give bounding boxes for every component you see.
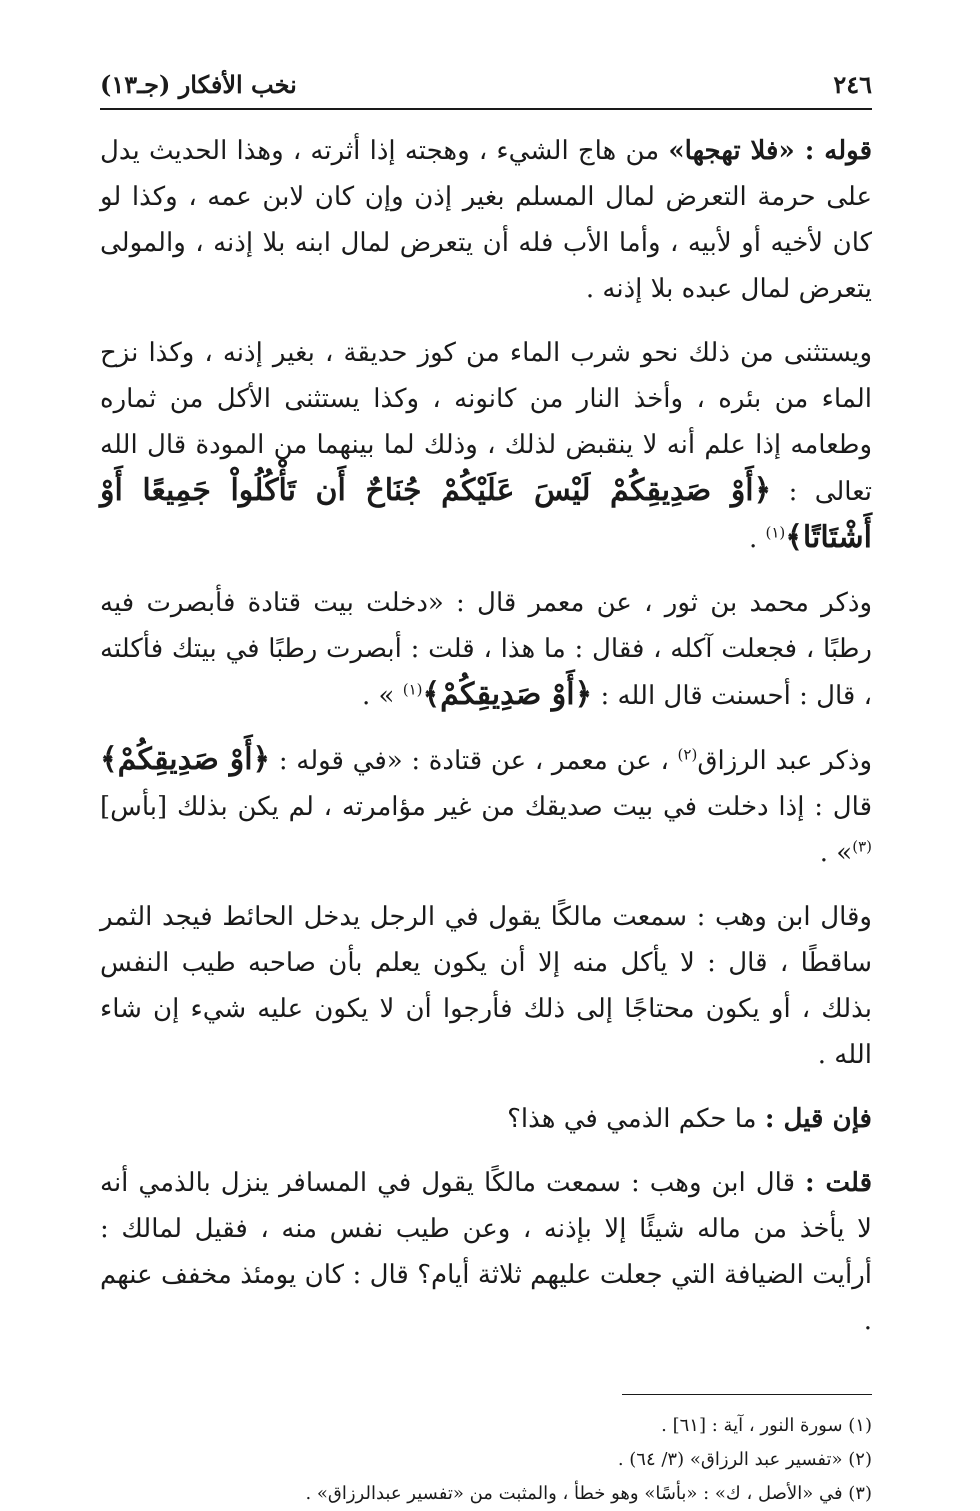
- paragraph-6: [100, 1096, 872, 1142]
- paragraph-2: [100, 330, 872, 562]
- book-title: نخب الأفكار (جـ١٣): [100, 69, 297, 99]
- paragraph-3: [100, 580, 872, 719]
- paragraph-lead: فإن قيل :: [764, 1104, 872, 1134]
- page-header: [100, 60, 872, 108]
- quran-verse: ﴿أَوْ صَدِيقِكُمْ﴾: [100, 742, 271, 777]
- paragraph-5: [100, 894, 872, 1078]
- paragraph-text: من هاج الشيء ، وهجته إذا أثرته ، وهذا الحديث يدل على حرمة التعرض لمال المسلم بغير إذن وإن كان لابن عمه ، وكذا لو كان لأخيه أو لأبيه ، وأما الأب فله أن يتعرض لمال ابنه بلا إذنه ، والمولى يتعرض لمال عبده بلا إذنه .: [100, 136, 872, 304]
- paragraph-tail: » .: [362, 681, 395, 711]
- footnote-ref: (١): [765, 523, 786, 542]
- footnote-ref: (٣): [852, 837, 872, 856]
- footnote-2: (٢) «تفسير عبد الرزاق» (٣/ ٦٤) .: [617, 1449, 872, 1470]
- paragraph-lead: قوله : «فلا تهجها»: [668, 136, 873, 166]
- paragraph-text: قال ابن وهب : سمعت مالكًا يقول في المسافر ينزل بالذمي أنه لا يأخذ من ماله شيئًا إلا بإذنه ، وعن طيب نفس منه ، فقيل لمالك : أرأيت الضيافة التي جعلت عليهم ثلاثة أيام؟ قال : كان يومئذ مخفف عنهم .: [100, 1168, 872, 1336]
- footnote-ref: (٢): [677, 745, 698, 764]
- paragraph-1: [100, 128, 872, 312]
- footnote-1: (١) سورة النور ، آية : [٦١] .: [661, 1415, 872, 1436]
- paragraph-text-3: قال : إذا دخلت في بيت صديقك من غير مؤامرته ، لم يكن بذلك [بأس]: [100, 792, 872, 822]
- paragraph-text: ويستثنى من ذلك نحو شرب الماء من كوز حديقة ، بغير إذنه ، وكذا نزح الماء من بئره ، وأخذ النار من كانونه ، وكذا يستثنى الأكل من ثماره وطعامه إذا علم أنه لا ينقبض لذلك ، وذلك لما بينهما من المودة قال الله تعالى :: [100, 338, 872, 507]
- paragraph-text: وذكر محمد بن ثور ، عن معمر قال : «دخلت بيت قتادة فأبصرت فيه رطبًا ، فجعلت آكله ، فقال : ما هذا ، قلت : أبصرت رطبًا في بيتك فأكلته ، قال : أحسنت قال الله :: [100, 588, 872, 711]
- paragraph-text: وقال ابن وهب : سمعت مالكًا يقول في الرجل يدخل الحائط فيجد الثمر ساقطًا ، قال : لا يأكل منه إلا أن يكون يعلم بأن صاحبه طيب النفس بذلك ، أو يكون محتاجًا إلى ذلك فأرجوا أن لا يكون عليه شيء إن شاء الله .: [100, 902, 872, 1070]
- paragraph-text: وذكر عبد الرزاق: [697, 746, 873, 776]
- paragraph-4: [100, 737, 872, 876]
- page-number: ٢٤٦: [833, 69, 872, 99]
- paragraph-tail: » .: [819, 838, 853, 868]
- paragraph-text: ما حكم الذمي في هذا؟: [507, 1104, 757, 1134]
- quran-verse: ﴿أَوْ صَدِيقِكُمْ لَيْسَ عَلَيْكُمْ جُنَاحٌ أَن تَأْكُلُواْ جَمِيعًا أَوْ أَشْتَاتًا﴾: [100, 473, 872, 555]
- quran-verse: ﴿أَوْ صَدِيقِكُمْ﴾: [422, 677, 593, 712]
- footnote-3: (٣) في «الأصل ، ك» : «بأسًا» وهو خطأ ، والمثبت من «تفسير عبدالرزاق» .: [305, 1483, 872, 1504]
- paragraph-tail: .: [748, 524, 758, 554]
- paragraph-7: [100, 1160, 872, 1344]
- footnote-ref: (١): [402, 680, 423, 699]
- header-divider: [100, 108, 872, 110]
- paragraph-lead: قلت :: [805, 1168, 873, 1198]
- footnote-divider: [622, 1394, 872, 1395]
- paragraph-text-2: ، عن معمر ، عن قتادة : «في قوله :: [278, 746, 669, 776]
